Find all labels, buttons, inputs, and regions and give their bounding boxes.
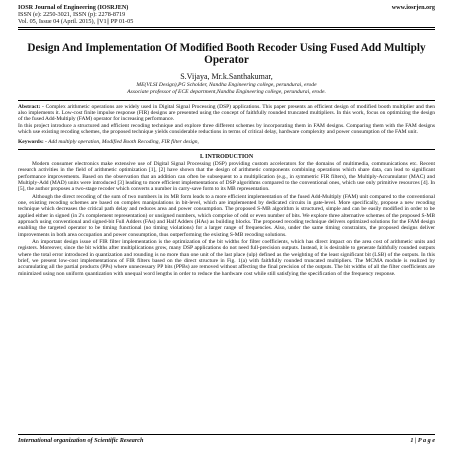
- intro-paragraph-1: Modern consumer electronics make extensive use of Digital Signal Processing (DSP) providing custom accelerators for the domains of multimedia, communications etc. Recent research activities in the field of arithmetic optimization [1], [2] have shown that the design of arithmetic components combining operations which share data, can lead to significant performance improvements. Based on the observation that an addition can often be subsequent to a multiplication (e.g., in symmetric FIR filters), the Multiply-Accumulator (MAC) and Multiply-Add (MAD) units were introduced [3] leading to more efficient implementations of DSP algorithms compared to the conventional ones, which use only primitive resources [4]. In [5], the author proposes a two-stage recoder which converts a number in carry-save form to its MB representation.: [18, 160, 435, 193]
- journal-website[interactable]: www.iosrjen.org: [391, 4, 435, 11]
- affiliation-2: Associate professor of ECE department,Nandha Engineering college, perundurai, erode.: [127, 88, 326, 95]
- journal-volume: Vol. 05, Issue 04 (April. 2015), ||V1|| PP 01-05: [18, 18, 134, 26]
- footer-rule: [18, 434, 435, 435]
- intro-paragraph-3: An important design issue of FIR filter implementation is the optimization of the bit widths for filter coefficients, which has direct impact on the area cost of arithmetic units and registers. Moreover, since the bit widths after multiplications grow, many DSP applications do not need full-precision outputs. Instead, it is desirable to generate faithfully rounded outputs where the total error introduced in quantization and rounding is no more than one unit of the last place (ulp) defined as the weighting of the least significant bit (LSB) of the outputs. In this brief, we present low-cost implementations of FIR filters based on the direct structure in Fig. 1(a) with faithfully rounded truncated multipliers. The MCMA module is realized by accumulating all the partial products (PPs) where unnecessary PP bits (PPBs) are removed without affecting the final precision of the outputs. The bit widths of all the filter coefficients are minimized using non uniform quantization with unequal word lengths in order to reduce the hardware cost while still satisfying the specification of the frequency response.: [18, 238, 435, 277]
- introduction-body: [18, 161, 435, 277]
- footer-organization: International organization of Scientific Research: [18, 437, 144, 444]
- footer-page-number: 1 | P a g e: [410, 437, 435, 444]
- abstract-text-1: Complex arithmetic operations are widely used in Digital Signal Processing (DSP) applications. This paper presents an efficient design of modified booth multiplier and then also implements it. Low-cost finite impulse response (FIR) designs are presented using the concept of faithfully rounded truncated multipliers. In this work, focus on optimizing the design of the fused Add-Multiply (FAM) operator for increasing performance.: [18, 103, 435, 123]
- section-heading-introduction: I. INTRODUCTION: [199, 153, 254, 160]
- footer-row: [18, 437, 435, 444]
- abstract-top-rule: [18, 100, 435, 101]
- keywords-label: Keywords: -: [18, 138, 47, 145]
- header-rule: [18, 27, 435, 30]
- journal-name: IOSR Journal of Engineering (IOSRJEN): [18, 4, 129, 11]
- keywords-bottom-rule: [18, 149, 435, 150]
- author-affiliations: [18, 82, 435, 96]
- paper-authors: S.Vijaya, Mr.k.Santhakumar,: [180, 71, 273, 81]
- journal-issn: ISSN (e): 2250-3021, ISSN (p): 2278-8719: [18, 11, 126, 19]
- affiliation-1: ME(VLSI Design),PG Scholder, Nandha Engineering college, perundurai, erode: [136, 81, 317, 88]
- page-footer: [18, 434, 435, 444]
- paper-title: Design And Implementation Of Modified Booth Recoder Using Fused Add Multiply Operator: [27, 41, 426, 67]
- keywords: [18, 139, 435, 145]
- keywords-text: Add multiply operation, Modified Booth Recoding, FIR filter design,: [48, 138, 199, 145]
- journal-info: [18, 4, 133, 26]
- abstract-paragraph-2: In this project introduce a structured and efficient recoding technique and explore three different schemes by incorporating them in FAM designs. Comparing them with the FAM designs which use existing recoding schemes, the proposed technique yields considerable reductions in terms of critical delay, hardware complexity and power consumption of the FAM unit.: [18, 122, 435, 136]
- intro-paragraph-2: Although the direct recoding of the sum of two numbers in its MB form leads to a more efficient implementation of the fused Add-Multiply (FAM) unit compared to the conventional one, existing recoding schemes are based on complex manipulations in bit-level, which are implemented by dedicated circuits in gate-level. More specifically, propose a new recoding technique which decreases the critical path delay and reduces area and power consumption. The proposed S-MB algorithm is structured, simple and can be easily modified in order to be applied either in signed (in 2's complement representation) or unsigned numbers, which comprise of odd or even number of bits. We explore three alternative schemes of the proposed S-MB approach using conventional and signed-bit Full Adders (FAs) and Half Adders (HAs) as building blocks. The proposed recoding technique delivers optimized solutions for the FAM design enabling the targeted operator to be timing functional (no timing violations) for a larger range of frequencies. Also, under the same timing constraints, the proposed designs deliver improvements in both area occupation and power consumption, thus outperforming the existing S-MB recoding solutions.: [18, 193, 435, 238]
- abstract-paragraph-1: [18, 104, 435, 123]
- abstract-label: Abstract: -: [18, 103, 44, 110]
- abstract: [18, 104, 435, 136]
- journal-header: [18, 4, 435, 26]
